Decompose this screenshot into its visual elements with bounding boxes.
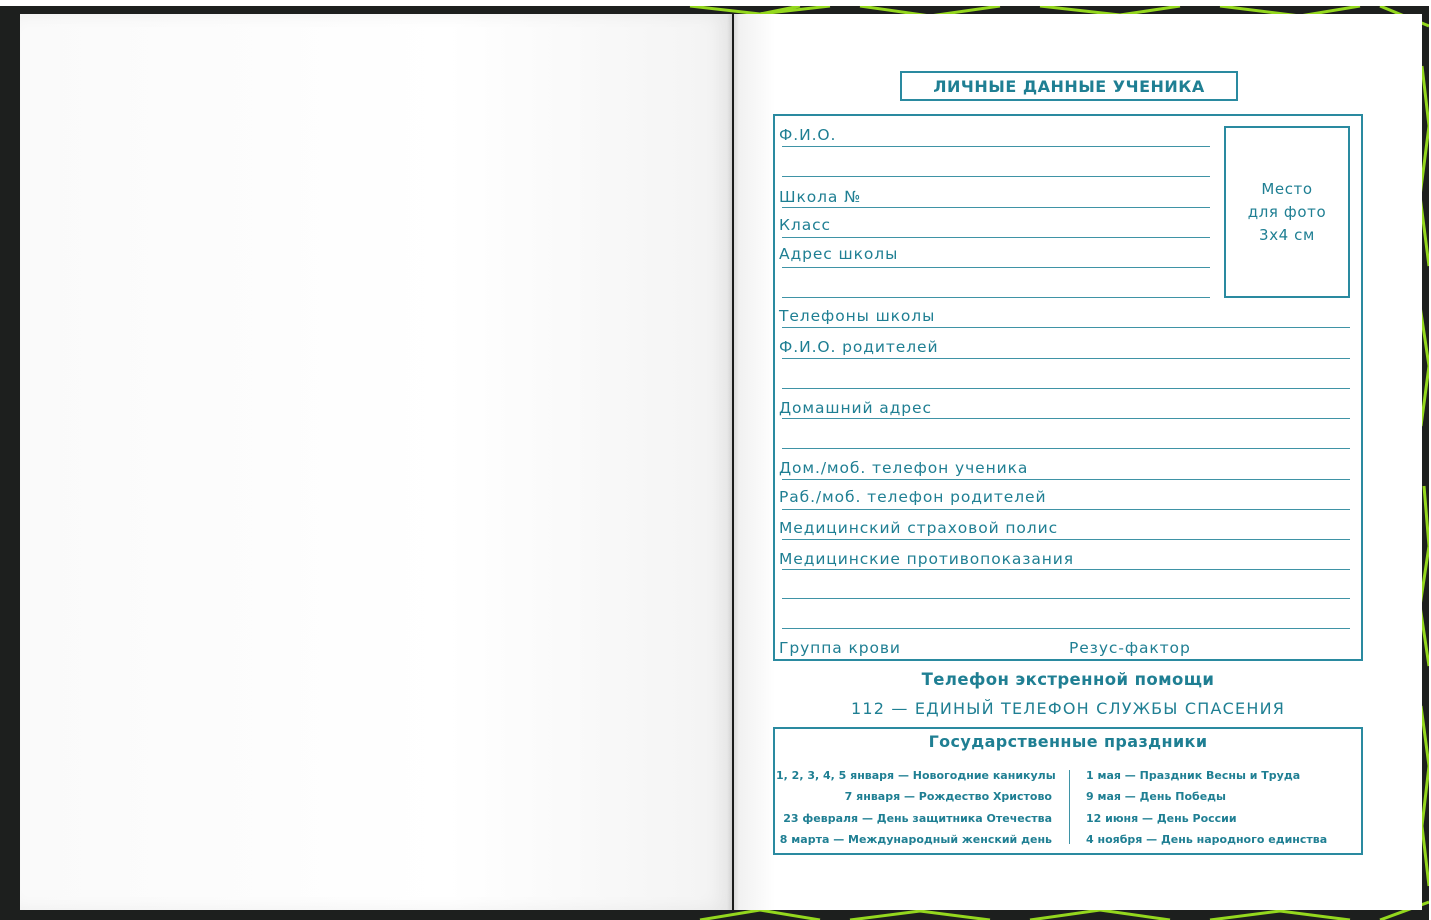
home-address-line-2 (782, 448, 1350, 449)
holiday-item: 1 мая — Праздник Весны и Труда (1086, 769, 1301, 782)
holiday-item: 1, 2, 3, 4, 5 января — Новогодние каникулы (776, 769, 1056, 782)
left-page (20, 14, 732, 910)
insurance-label: Медицинский страховой полис (779, 519, 1058, 537)
emergency-title: Телефон экстренной помощи (921, 670, 1215, 689)
holiday-item: 23 февраля — День защитника Отечества (783, 811, 1052, 825)
school-number-line (782, 207, 1210, 208)
holidays-left-column (776, 765, 1056, 850)
photo-label-line-2: для фото (1247, 202, 1327, 221)
insurance-line (782, 539, 1350, 540)
holidays-title: Государственные праздники (928, 732, 1208, 751)
school-number-label: Школа № (779, 188, 862, 206)
school-address-line-2 (782, 297, 1210, 298)
parents-fio-label: Ф.И.О. родителей (779, 338, 939, 356)
student-phone-label: Дом./моб. телефон ученика (779, 459, 1029, 477)
holiday-item: 4 ноября — День народного единства (1086, 832, 1328, 846)
holidays-right-column (1086, 765, 1356, 850)
fio-line (782, 146, 1210, 147)
holiday-item: 9 мая — День Победы (1086, 790, 1226, 804)
parents-fio-line-2 (782, 388, 1350, 389)
class-label: Класс (779, 216, 831, 234)
holiday-item: 7 января — Рождество Христово (844, 790, 1052, 804)
parents-phone-label: Раб./моб. телефон родителей (779, 488, 1047, 506)
contraindications-line (782, 569, 1350, 570)
school-address-line (782, 267, 1210, 268)
student-phone-line (782, 479, 1350, 480)
contraindications-line-2 (782, 598, 1350, 599)
class-line (782, 237, 1210, 238)
form-title: ЛИЧНЫЕ ДАННЫЕ УЧЕНИКА (900, 71, 1238, 101)
contraindications-label: Медицинские противопоказания (779, 550, 1075, 568)
fio-line-2 (782, 176, 1210, 177)
home-address-line (782, 418, 1350, 419)
photo-label-line-3: 3x4 см (1259, 225, 1315, 244)
parents-phone-line (782, 509, 1350, 510)
photo-placeholder (1224, 126, 1350, 298)
contraindications-line-3 (782, 628, 1350, 629)
holiday-item: 12 июня — День России (1086, 811, 1237, 825)
rhesus-label: Резус-фактор (1069, 639, 1191, 657)
school-phones-line (782, 327, 1350, 328)
holiday-item: 8 марта — Международный женский день (779, 832, 1052, 846)
school-address-label: Адрес школы (779, 245, 899, 263)
spine-shadow (727, 14, 739, 910)
emergency-number: 112 — ЕДИНЫЙ ТЕЛЕФОН СЛУЖБЫ СПАСЕНИЯ (850, 699, 1286, 718)
fio-label: Ф.И.О. (779, 126, 837, 144)
school-phones-label: Телефоны школы (779, 307, 936, 325)
home-address-label: Домашний адрес (779, 399, 932, 417)
photo-label-line-1: Место (1261, 179, 1313, 198)
parents-fio-line (782, 358, 1350, 359)
holidays-divider (1069, 770, 1070, 844)
blood-group-label: Группа крови (779, 639, 901, 657)
